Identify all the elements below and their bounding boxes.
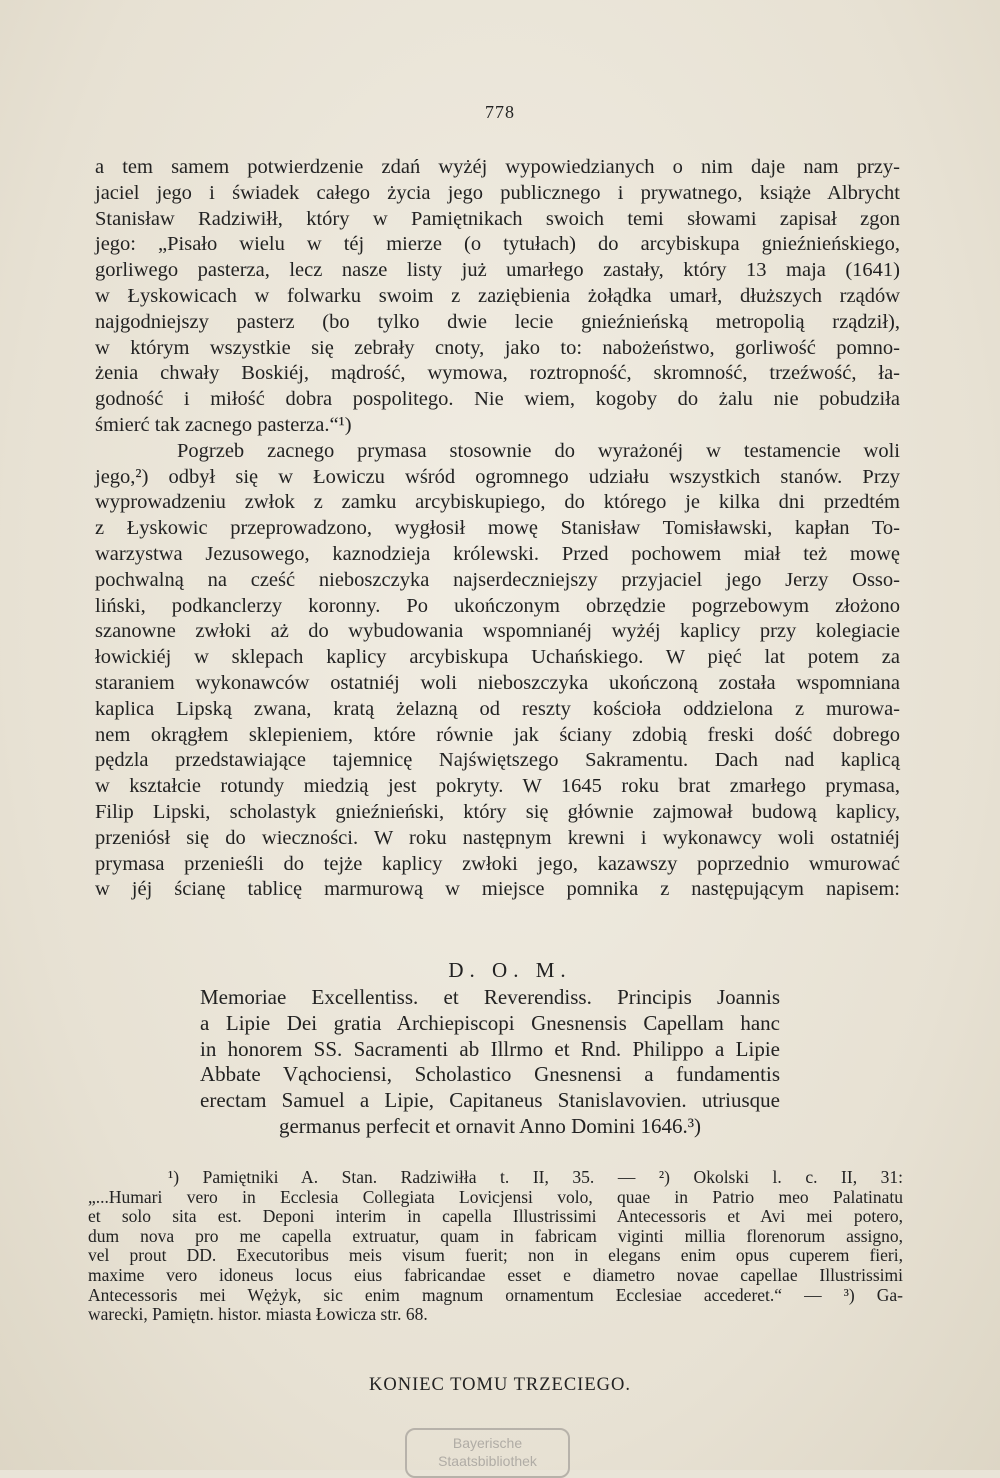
inscription-line: a Lipie Dei gratia Archiepiscopi Gnesnensis Capellam hanc (200, 1010, 780, 1035)
text-line: łowickiéj w sklepach kaplicy arcybiskupa Uchańskiego. W pięć lat potem za (95, 646, 900, 669)
footnote-line: maxime vero idoneus locus eius fabricandae esset e diametro novae capellae Illustrissimi (88, 1264, 903, 1285)
text-line: jego: „Pisało wielu w téj mierze (o tytułach) do arcybiskupa gnieźnieńskiego, (95, 233, 900, 256)
footnote-line: „...Humari vero in Ecclesia Collegiata Lovicjensi volo, quae in Patrio meo Palatinatu (88, 1186, 903, 1207)
text-line: Pogrzeb zacnego prymasa stosownie do wyrażonéj w testamencie woli (177, 439, 900, 462)
text-line: staraniem wykonawców ostatniéj woli nieboszczyka ukończoną została wspomniana (95, 671, 900, 694)
text-line: gorliwego pasterza, lecz nasze listy już umarłego zastały, który 13 maja (1641) (95, 259, 900, 282)
text-line: kaplica Lipską zwana, kratą żelazną od reszty kościoła oddzielona z murowa- (95, 697, 900, 720)
inscription-line: germanus perfecit et ornavit Anno Domini 1646.³) (278, 1113, 702, 1138)
footnote-line: ¹) Pamiętniki A. Stan. Radziwiłła t. II, 35. — ²) Okolski l. c. II, 31: (168, 1167, 903, 1187)
footnotes (88, 1168, 903, 1325)
inscription-heading: D. O. M. (448, 958, 572, 982)
inscription-line: Memoriae Excellentiss. et Reverendiss. Principis Joannis (200, 985, 780, 1009)
text-line: wyprowadzeniu zwłok z zamku arcybiskupiego, do którego je kilka dni przedtém (95, 491, 900, 514)
text-line: z Łyskowic przeprowadzono, wygłosił mowę Stanisław Tomisławski, kapłan To- (95, 517, 900, 540)
text-line: Stanisław Radziwiłł, który w Pamiętnikach swoich temi słowami zapisał zgon (95, 207, 900, 230)
text-line: prymasa przenieśli do tejże kaplicy zwłoki jego, kazawszy poprzednio wmurować (95, 852, 900, 875)
footnote-line: Antecessoris mei Wężyk, sic enim magnum ornamentum Ecclesiae accederet.“ — ³) Ga- (88, 1284, 903, 1305)
text-line: w którym wszystkie się zebrały cnoty, jako to: nabożeństwo, gorliwość pomno- (95, 336, 900, 359)
text-line: nem okrągłem sklepieniem, które równie jak ściany zdobią freski dość dobrego (95, 723, 900, 746)
text-line: szanowne zwłoki aż do wybudowania wspomnianéj wyżéj kaplicy przy kolegiacie (95, 620, 900, 643)
text-line: najgodniejszy pasterz (bo tylko dwie lecie gnieźnieńską metropolią rządził), (95, 310, 900, 333)
text-line: a tem samem potwierdzenie zdań wyżéj wypowiedzianych o nim daje nam przy- (95, 156, 900, 178)
body-text (95, 155, 900, 903)
text-line: pędzla przedstawiające tajemnicę Najświętszego Sakramentu. Dach nad kaplicą (95, 749, 900, 772)
text-line: w Łyskowicach w folwarku swoim z zaziębienia żołądka umarł, dłuższych rządów (95, 284, 900, 307)
text-line: w kształcie rotundy miedzią jest pokryty. W 1645 roku brat zmarłego prymasa, (95, 775, 900, 798)
text-line: jego,²) odbył się w Łowiczu wśród ogromnego udziału wszystkich stanów. Przy (95, 465, 900, 488)
inscription-line: erectam Samuel a Lipie, Capitaneus Stanislavovien. utriusque (200, 1088, 780, 1113)
text-line: żenia chwały Boskiéj, mądrość, wymowa, roztropność, skromność, trzeźwość, ła- (95, 362, 900, 385)
page-number: 778 (485, 102, 515, 122)
end-title: KONIEC TOMU TRZECIEGO. (369, 1375, 631, 1395)
text-line: pochwalną na cześć nieboszczyka najserdeczniejszy przyjaciel jego Jerzy Osso- (95, 568, 900, 591)
inscription-block (200, 985, 780, 1140)
footnote-line: dum nova pro me capella extruatur, quam in fabricam viginti millia florenorum assigno, (88, 1225, 903, 1246)
footnote-line: vel prout DD. Executoribus meis visum fuerit; non in elegans enim opus cuperem fieri, (88, 1245, 903, 1266)
stamp-line: Bayerische (452, 1435, 523, 1451)
text-line: przeniósł się do wieczności. W roku następnym krewni i wykonawcy woli ostatniéj (95, 826, 900, 849)
text-line: liński, podkanclerzy koronny. Po ukończonym obrzędzie pogrzebowym złożono (95, 594, 900, 617)
text-line: w jéj ścianę tablicę marmurową w miejsce pomnika z następującym napisem: (95, 878, 900, 901)
text-line: Filip Lipski, scholastyk gnieźnieński, który się głównie zajmował budową kaplicy, (95, 800, 900, 823)
inscription-line: Abbate Vąchociensi, Scholastico Gnesnensi a fundamentis (200, 1062, 780, 1087)
text-line: warzystwa Jezusowego, kaznodzieja królewski. Przed pochowem miał też mowę (95, 542, 900, 565)
footnote-line: et solo sita est. Deponi interim in capella Illustrissimi Antecessoris et Avi mei potero, (88, 1206, 903, 1227)
stamp-line: Staatsbibliothek (438, 1453, 537, 1469)
text-line: jaciel jego i świadek całego życia jego publicznego i prywatnego, książe Albrycht (95, 181, 900, 204)
footnote-line: warecki, Pamiętn. histor. miasta Łowicza str. 68. (88, 1304, 428, 1325)
text-line: godność i miłość dobra pospolitego. Nie wiem, kogoby do żalu nie pobudziła (95, 388, 900, 411)
library-stamp (405, 1428, 570, 1478)
inscription-line: in honorem SS. Sacramenti ab Illrmo et Rnd. Philippo a Lipie (200, 1036, 780, 1061)
text-line: śmierć tak zacnego pasterza.“¹) (95, 413, 352, 436)
